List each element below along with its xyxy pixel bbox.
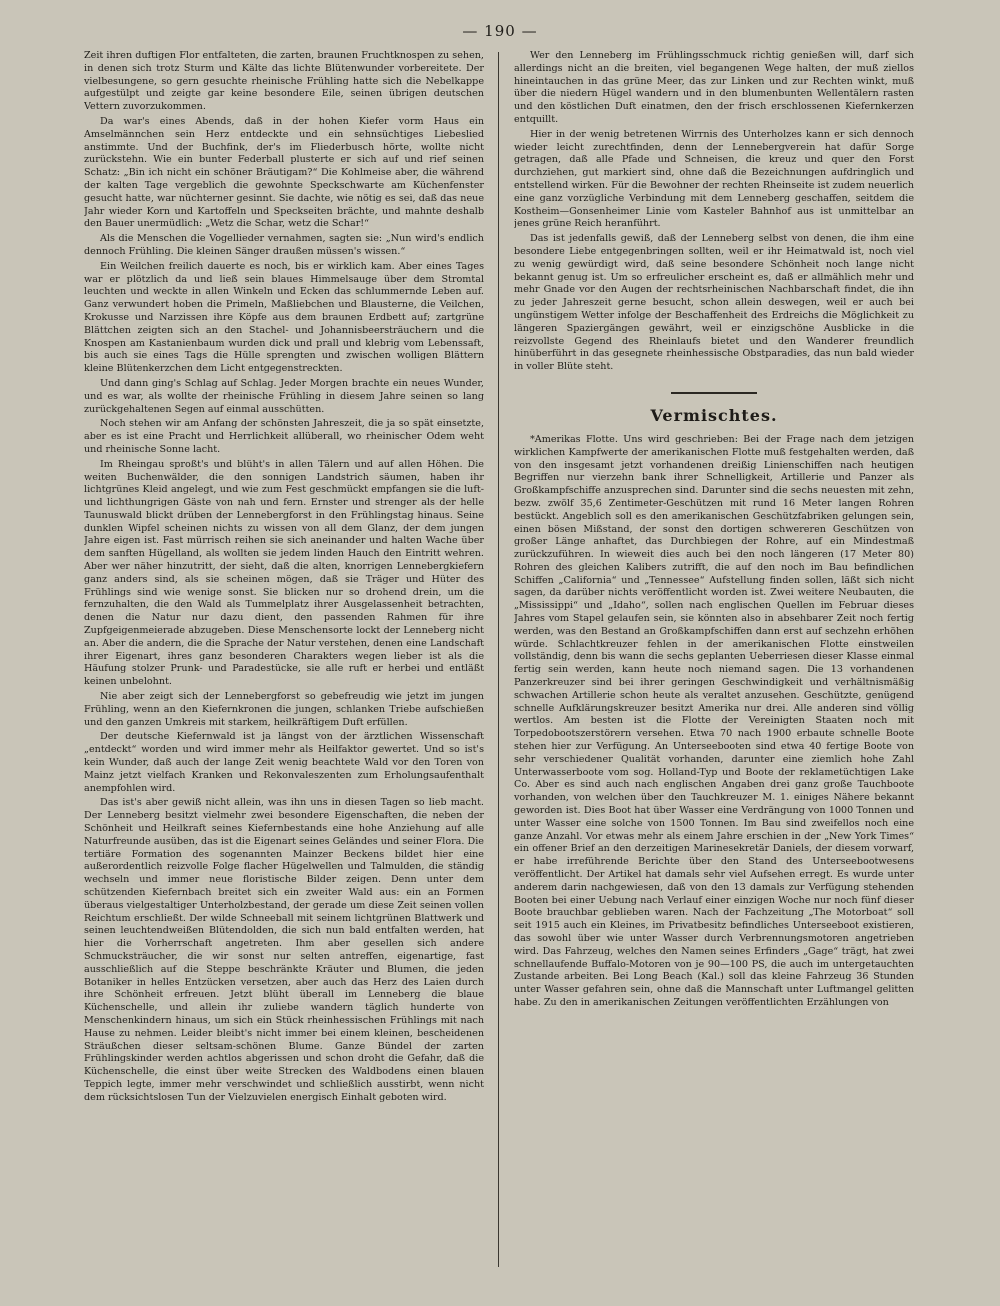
paragraph: Als die Menschen die Vogellieder vernahmen, sagten sie: „Nun wird's endlich dennoch Frühling. Die kleinen Sänger draußen müssen's wissen.“	[84, 233, 484, 257]
paragraph: Hier in der wenig betretenen Wirrnis des Unterholzes kann er sich dennoch wieder leicht zurechtfinden, denn der Lennebergverein hat dafür Sorge getragen, daß alle Pfade und Schneisen, die kreuz und quer den Forst durchziehen, gut markiert sind, ohne daß die Bezeichnungen aufdringlich und entstellend wirken. Für die Bewohner der rechten Rheinseite ist zudem neuerlich eine ganz vorzügliche Verbindung mit dem Lenneberg geschaffen, seitdem die Kostheim—Gonsenheimer Linie vom Kasteler Bahnhof aus ist unmittelbar an jenes grüne Reich heranführt.	[514, 128, 914, 230]
paragraph: Nie aber zeigt sich der Lennebergforst so gebefreudig wie jetzt im jungen Frühling, wenn an den Kiefernkronen die jungen, schlanken Triebe aufschießen und den ganzen Umkreis mit starkem, heilkräftigem Duft erfüllen.	[84, 691, 484, 728]
section-title: Vermischtes.	[650, 405, 778, 425]
paragraph: Wer den Lenneberg im Frühlingsschmuck richtig genießen will, darf sich allerdings nicht an die breiten, viel begangenen Wege halten, der muß ziellos hineintauchen in das grüne Meer, das zur Linken und zur Rechten winkt, muß über die niedern Hügel wandern und in den blumenbunten Wellentälern rasten und den köstlichen Duft einatmen, den der frisch erschlossenen Kiefernkerzen entquillt.	[514, 50, 914, 125]
section-separator	[671, 392, 757, 394]
paragraph: Da war's eines Abends, daß in der hohen Kiefer vorm Haus ein Amselmännchen sein Herz entdeckte und ein sehnsüchtiges Liebeslied anstimmte. Und der Buchfink, der's im Fliederbusch hörte, wollte nicht zurückstehn. Wie ein bunter Federball plusterte er sich auf und rief seinen Schatz: „Bin ich nicht ein schöner Bräutigam?“ Die Kohlmeise aber, die während der kalten Tage vergeblich die gewohnte Speckschwarte am Küchenfenster gesucht hatte, war nüchterner gesinnt. Sie dachte, wie nötig es sei, daß das neue Jahr wieder Korn und Kartoffeln und Speckseiten brächte, und mahnte deshalb den Bauer unermüdlich: „Wetz die Schar, wetz die Schar!“	[84, 115, 484, 230]
right-column	[514, 50, 914, 1270]
left-column	[84, 50, 484, 1270]
paragraph: Noch stehen wir am Anfang der schönsten Jahreszeit, die ja so spät einsetzte, aber es ist eine Pracht und Herrlichkeit allüberall, wo rheinischer Odem weht und rheinische Sonne lacht.	[84, 418, 484, 455]
column-divider	[498, 52, 499, 1267]
paragraph: Ein Weilchen freilich dauerte es noch, bis er wirklich kam. Aber eines Tages war er plötzlich da und ließ sein blaues Himmelsauge über dem Stromtal leuchten und weckte in allen Winkeln und Ecken das schlummernde Leben auf. Ganz verwundert hoben die Primeln, Maßliebchen und Blausterne, die Veilchen, Krokusse und Narzissen ihre Köpfe aus dem braunen Erdbett auf; zartgrüne Blättchen zeigten sich an den Stachel- und Johannisbeersträuchern und die Knospen am Kastanienbaum wurden dick und prall und klebrig vom Lebenssaft, bis auch sie eines Tags die Hülle sprengten und zwischen wolligen Blättern kleine Blütenkerzchen dem Licht entgegenstreckten.	[84, 260, 484, 375]
paragraph: Im Rheingau sproßt's und blüht's in allen Tälern und auf allen Höhen. Die weiten Buchenwälder, die den sonnigen Landstrich säumen, haben ihr lichtgrünes Kleid angelegt, und wie zum Fest geschmückt empfangen sie die luft- und lichthungrigen Gäste von nah und fern. Ernster und strenger als der helle Taunuswald blickt drüben der Lennebergforst in den Frühlingstag hinaus. Seine dunklen Wipfel scheinen nichts zu wissen von all dem Glanz, der dem jungen Jahre eigen ist. Fast mürrisch reihen sie sich aneinander und halten Wache über dem sanften Hügelland, als wollten sie jedem linden Hauch den Eintritt wehren. Aber wer näher hinzutritt, der sieht, daß die alten, knorrigen Lennebergkiefern ganz anders sind, als sie scheinen mögen, daß sie Träger und Hüter des Frühlings sind wie wenige sonst. Sie blicken nur so drohend drein, um die fernzuhalten, die den Wald als Tummelplatz ihrer Ausgelassenheit betrachten, denen die Natur nur dazu dient, den passenden Rahmen für ihre Zupfgeigenmeierade abzugeben. Diese Menschensorte lockt der Lenneberg nicht an. Aber die andern, die die Sprache der Natur verstehen, denen eine Landschaft ihrer Eigenart, ihres ganz besonderen Charakters wegen lieber ist als die Häufung stolzer Prunk- und Paradestücke, sie alle ruft er herbei und entläßt keinen unbelohnt.	[84, 458, 484, 688]
paragraph: Das ist's aber gewiß nicht allein, was ihn uns in diesen Tagen so lieb macht. Der Lenneberg besitzt vielmehr zwei besondere Eigenschaften, die neben der Schönheit und Heilkraft seines Kiefernbestands eine hohe Anziehung auf alle Naturfreunde ausüben, das ist die Eigenart seines Geländes und seiner Flora. Die tertiäre Formation des sogenannten Mainzer Beckens bildet hier eine außerordentlich reizvolle Folge flacher Hügelwellen und Talmulden, die ständig wechseln und immer neue floristische Bilder zeigen. Denn unter dem schützenden Kiefernbach breitet sich ein zweiter Wald aus: ein an Formen überaus vielgestaltiger Unterholzbestand, der gerade um diese Zeit seinen vollen Reichtum erschließt. Der wilde Schneeball mit seinem lichtgrünen Blattwerk und seinen leuchtendweißen Blütendolden, die sich nun bald entfalten werden, hat hier die Vorherrschaft angetreten. Ihm aber gesellen sich andere Schmucksträucher, die wir sonst nur selten antreffen, eigenartige, fast ausschließlich auf die Steppe beschränkte Kräuter und Blumen, die jeden Botaniker in helles Entzücken versetzen, aber auch das Herz des Laien durch ihre Schönheit erfreuen. Jetzt blüht überall im Lenneberg die blaue Küchenschelle, und allein ihr zuliebe wandern täglich hunderte von Menschenkindern hinaus, um sich ein Stück rheinhessischen Frühlings mit nach Hause zu nehmen. Leider bleibt's nicht immer bei einem kleinen, bescheidenen Sträußchen dieser seltsam-schönen Blume. Ganze Bündel der zarten Frühlingskinder werden achtlos abgerissen und schon droht die Gefahr, daß die Küchenschelle, die einst über weite Strecken des Waldbodens einen blauen Teppich legte, immer mehr verschwindet und schließlich ausstirbt, wenn nicht dem rücksichtslosen Tun der Vielzuvielen energisch Einhalt geboten wird.	[84, 797, 484, 1103]
paragraph: Der deutsche Kiefernwald ist ja längst von der ärztlichen Wissenschaft „entdeckt“ worden und wird immer mehr als Heilfaktor gewertet. Und so ist's kein Wunder, daß auch der lange Zeit wenig beachtete Wald vor den Toren von Mainz jetzt vielfach Kranken und Rekonvaleszenten zum Erholungsaufenthalt anempfohlen wird.	[84, 731, 484, 794]
page-number: — 190 —	[462, 22, 538, 40]
paragraph: Zeit ihren duftigen Flor entfalteten, die zarten, braunen Fruchtknospen zu sehen, in denen sich trotz Sturm und Kälte das lichte Blütenwunder vorbereitete. Der vielbesungene, so gern gesuchte rheinische Frühling hatte sich die Nebelkappe aufgestülpt und zeigte gar keine besondere Eile, seinen übrigen deutschen Vettern zuvorzukommen.	[84, 50, 484, 113]
paragraph: Und dann ging's Schlag auf Schlag. Jeder Morgen brachte ein neues Wunder, und es war, als wollte der rheinische Frühling in diesem Jahre seinen so lang zurückgehaltenen Segen auf einmal ausschütten.	[84, 377, 484, 415]
paragraph: Das ist jedenfalls gewiß, daß der Lenneberg selbst von denen, die ihm eine besondere Liebe entgegenbringen sollten, weil er ihr Heimatwald ist, noch viel zu wenig gewürdigt wird, daß seine besondere Schönheit noch lange nicht bekannt genug ist. Um so erfreulicher erscheint es, daß er allmählich mehr und mehr Gnade vor den Augen der rechtsrheinischen Nachbarschaft findet, die ihn zu jeder Jahreszeit gerne besucht, schon allein deswegen, weil er auch bei ungünstigem Wetter infolge der Beschaffenheit des Erdreichs die Möglichkeit zu längeren Spaziergängen gewährt, weil er einzigschöne Ausblicke in die reizvollste Gegend des Rheinlaufs bietet und den Wanderer freundlich hinüberführt in das gesegnete rheinhessische Obstparadies, das nun bald wieder in voller Blüte steht.	[514, 233, 914, 373]
paragraph: *Amerikas Flotte. Uns wird geschrieben: Bei der Frage nach dem jetzigen wirklichen Kampfwerte der amerikanischen Flotte muß festgehalten werden, daß von den insgesamt jetzt vorhandenen dreißig Linienschiffen nach heutigen Begriffen nur vierzehn bank ihrer Schnelligkeit, Artillerie und Panzer als Großkampfschiffe anzusprechen sind. Darunter sind die sechs neuesten mit zehn, bezw. zwölf 35,6 Zentimeter-Geschützen mit rund 16 Meter langen Rohren bestückt. Angeblich soll es den amerikanischen Geschützfabriken gelungen sein, einen bösen Mißstand, der sonst den dortigen schwereren Geschützen von großer Länge anhaftet, das Durchbiegen der Rohre, auf ein Mindestmaß zurückzuführen. In wieweit dies auch bei den noch längeren (17 Meter 80) Rohren des gleichen Kalibers zutrifft, die auf den noch im Bau befindlichen Schiffen „California“ und „Tennessee“ Aufstellung finden sollen, läßt sich nicht sagen, da darüber nichts veröffentlicht worden ist. Zwei weitere Neubauten, die „Mississippi“ und „Idaho“, sollen nach englischen Quellen im Februar dieses Jahres vom Stapel gelaufen sein, sie könnten also in absehbarer Zeit noch fertig werden, was den Bestand an Großkampfschiffen dann erst auf sechzehn erhöhen würde. Schlachtkreuzer fehlen in der amerikanischen Flotte einstweilen vollständig, denn bis wann die sechs geplanten Ueberriesen dieser Klasse einmal fertig sein werden, kann heute noch niemand sagen. Die 13 vorhandenen Panzerkreuzer sind bei ihrer geringen Geschwindigkeit und verhältnismäßig schwachen Artillerie schon heute als veraltet anzusehen. Geschützte, genügend schnelle Aufklärungskreuzer besitzt Amerika nur drei. Alle anderen sind völlig wertlos. Am besten ist die Flotte der Vereinigten Staaten noch mit Torpedobootszerstörern versehen. Etwa 70 nach 1900 erbaute schnelle Boote stehen hier zur Verfügung. An Unterseebooten sind etwa 40 fertige Boote von sehr verschiedener Qualität vorhanden, darunter eine ziemlich hohe Zahl Unterwasserboote vom sog. Holland-Typ und Boote der reklametüchtigen Lake Co. Aber es sind auch nach englischen Angaben drei ganz große Tauchboote vorhanden, von welchen über den Tauchkreuzer M. 1. einiges Nähere bekannt geworden ist. Dies Boot hat über Wasser eine Verdrängung von 1000 Tonnen und unter Wasser eine solche von 1500 Tonnen. Im Bau sind zweifellos noch eine ganze Anzahl. Vor etwas mehr als einem Jahre erschien in der „New York Times“ ein offener Brief an den derzeitigen Marinesekretär Daniels, der diesem vorwarf, er habe irreführende Berichte über den Stand des Unterseebootwesens veröffentlicht. Der Artikel hat damals sehr viel Aufsehen erregt. Es wurde unter anderem darin nachgewiesen, daß von den 13 damals zur Verfügung stehenden Booten bei einer Uebung nach Verlauf einer einzigen Woche nur noch fünf dieser Boote brauchbar geblieben waren. Nach der Fachzeitung „The Motorboat“ soll seit 1915 auch ein Kleines, im Privatbesitz befindliches Unterseeboot existieren, das sowohl über wie unter Wasser durch Verbrennungsmotoren angetrieben wird. Das Fahrzeug, welches den Namen seines Erfinders „Gage“ trägt, hat zwei schnellaufende Buffalo-Motoren von je 90—100 PS, die auch im untergetauchten Zustande arbeiten. Bei Long Beach (Kal.) soll das kleine Fahrzeug 36 Stunden unter Wasser gefahren sein, ohne daß die Mannschaft unter Luftmangel gelitten habe. Zu den in amerikanischen Zeitungen veröffentlichten Erzählungen von	[514, 433, 914, 1008]
